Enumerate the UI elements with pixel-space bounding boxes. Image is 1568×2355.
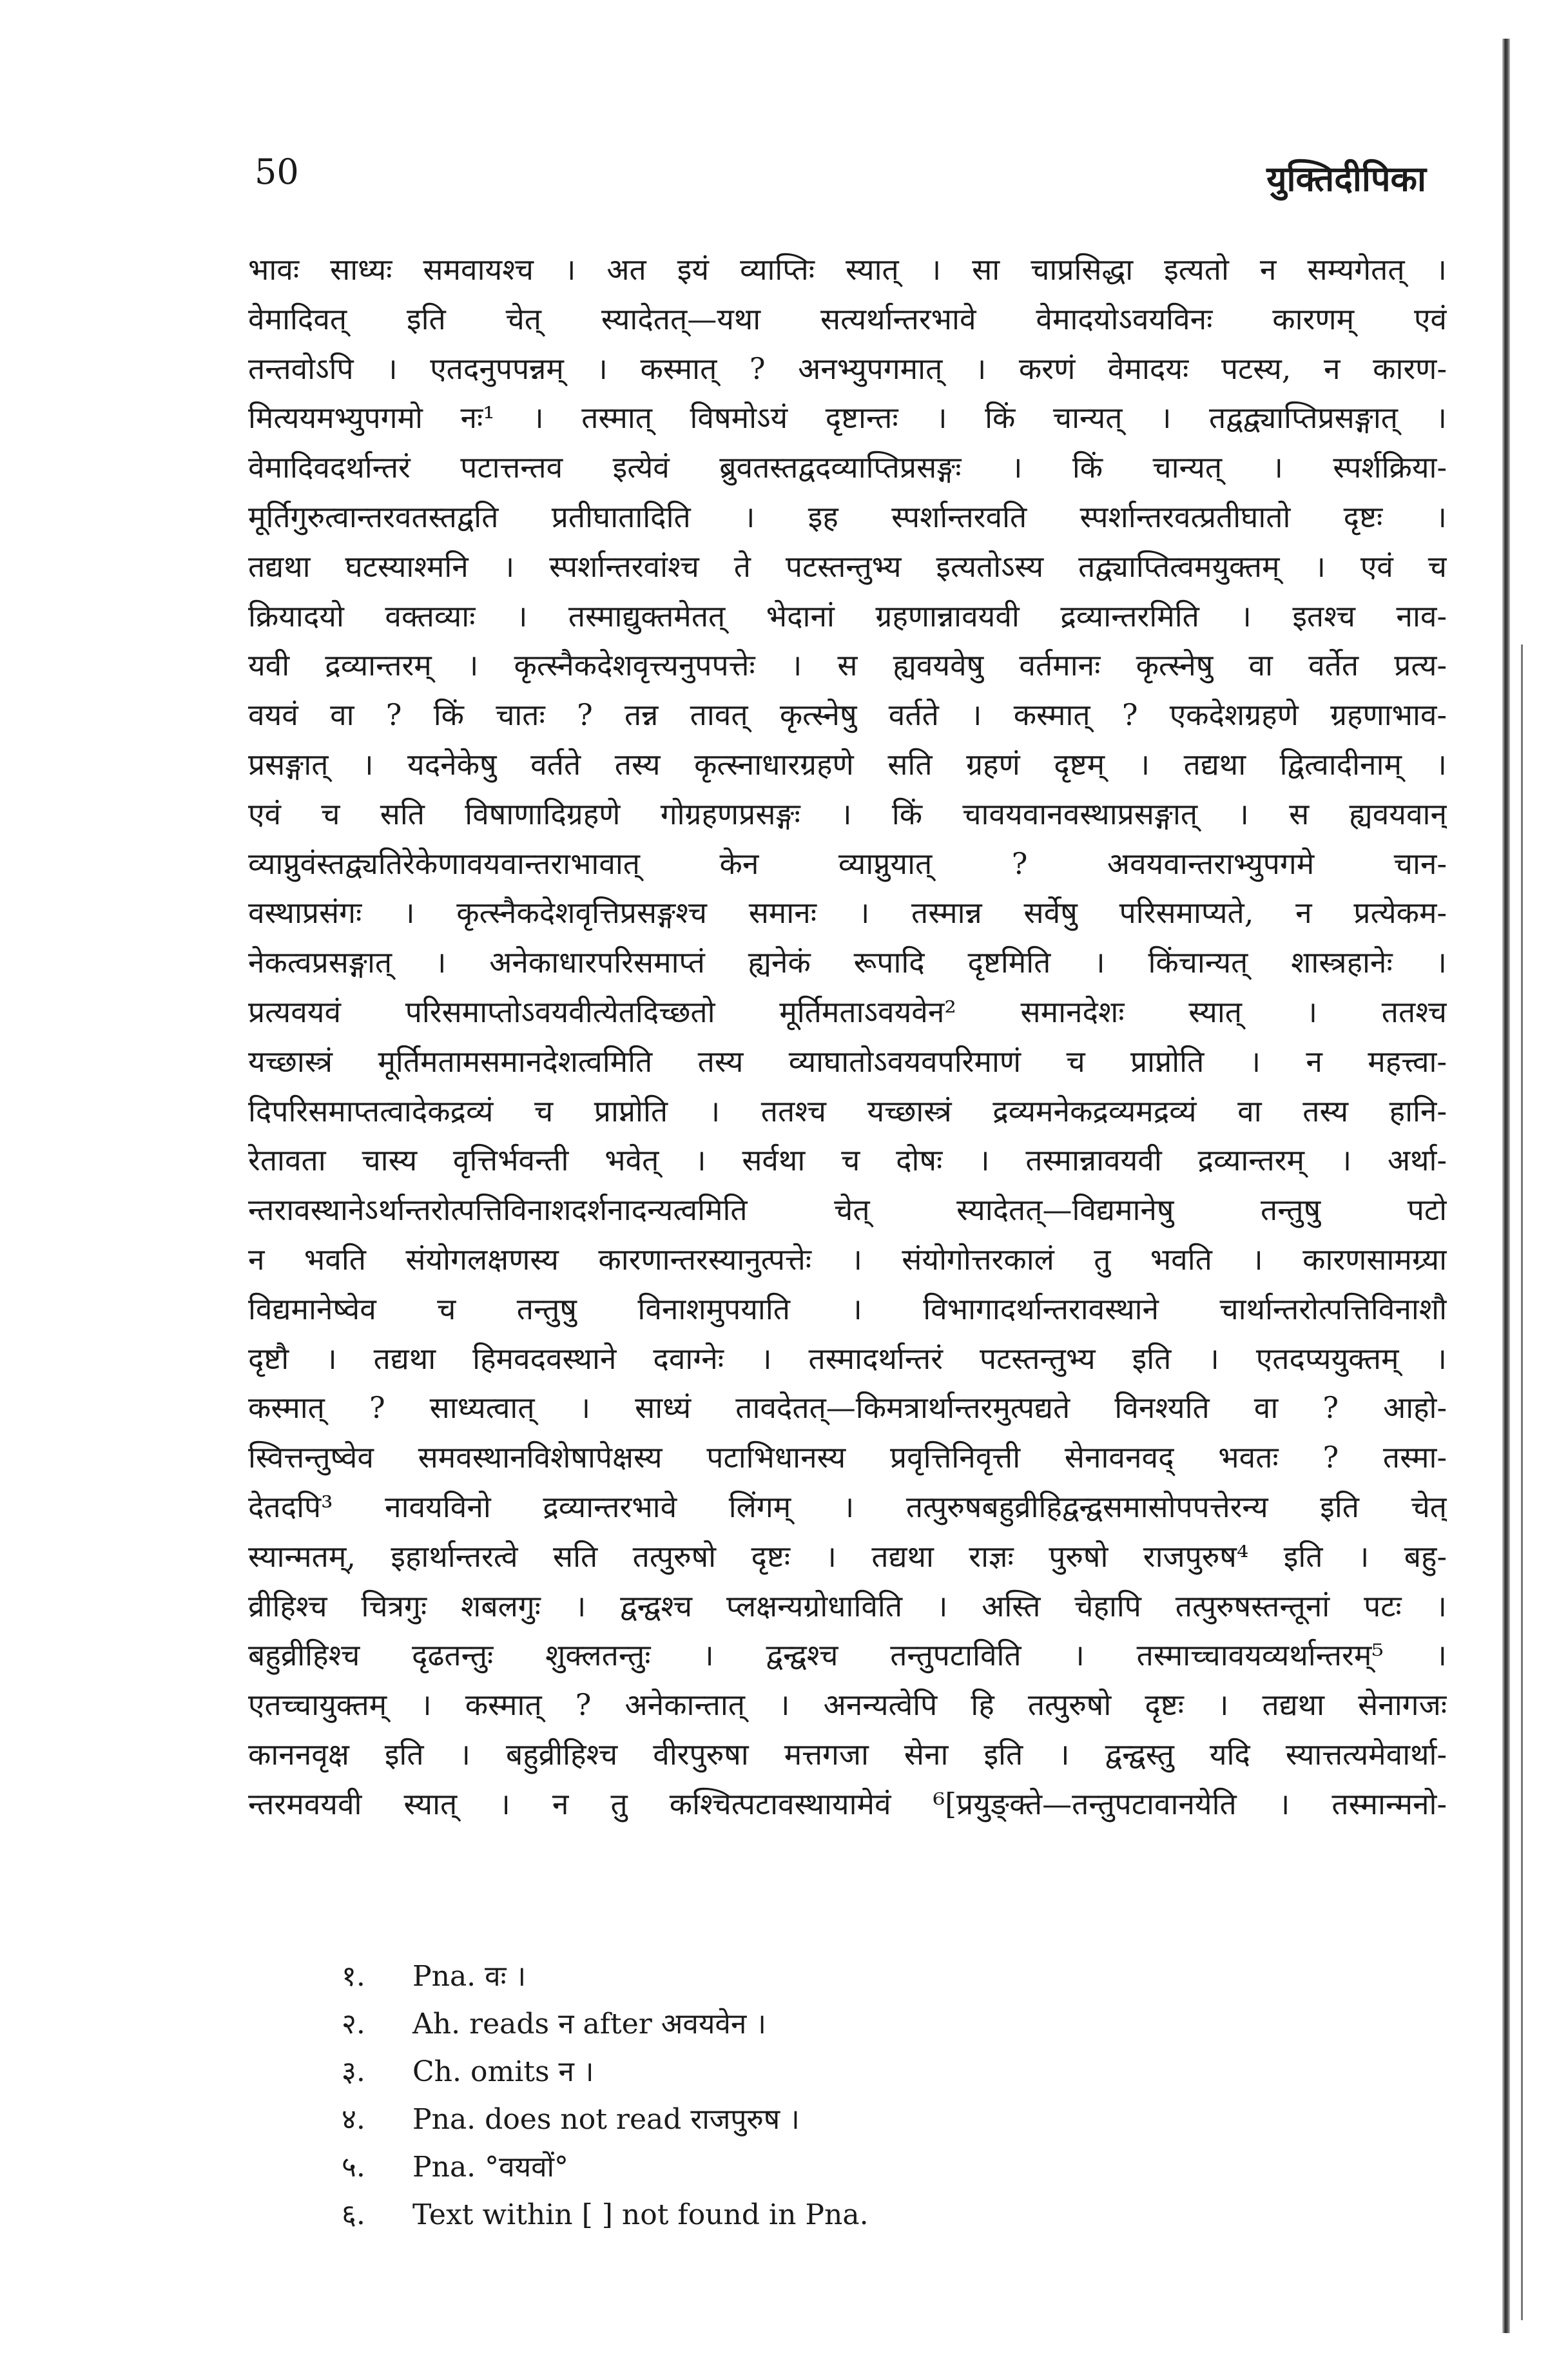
footnote [342,2096,1179,2144]
text-line: वयवं वा ? किं चातः ? तन्न तावत् कृत्स्नेषु वर्तते । कस्मात् ? एकदेशग्रहणे ग्रहणाभाव- [248,697,1447,733]
running-head: युक्तिदीपिका [1266,158,1426,199]
footnote-number: १. [342,1960,365,1993]
footnote-text: Pna. °वयवों° [412,2151,568,2184]
text-line: न भवति संयोगलक्षणस्य कारणान्तरस्यानुत्पत्तेः । संयोगोत्तरकालं तु भवति । कारणसामग्र्या [248,1241,1447,1277]
footnote [342,2001,1179,2048]
text-line: वेमादिवदर्थान्तरं पटात्तन्तव इत्येवं ब्रुवतस्तद्वदव्याप्तिप्रसङ्गः । किं चान्यत् । स्पर्शक्रिया- [248,450,1447,485]
text-line: कस्मात् ? साध्यत्वात् । साध्यं तावदेतत्—किमत्रार्थान्तरमुत्पद्यते विनश्यति वा ? आहो- [248,1390,1447,1426]
text-line: बहुव्रीहिश्च दृढतन्तुः शुक्लतन्तुः । द्वन्द्वश्च तन्तुपटाविति । तस्माच्चावयव्यर्थान्तरम्⁵ । [248,1638,1447,1673]
text-line: प्रत्यवयवं परिसमाप्तोऽवयवीत्येतदिच्छतो मूर्तिमताऽवयवेन² समानदेशः स्यात् । ततश्च [248,994,1447,1029]
text-line: स्यान्मतम्, इहार्थान्तरत्वे सति तत्पुरुषो दृष्टः । तद्यथा राज्ञः पुरुषो राजपुरुष⁴ इति । बहु- [248,1538,1447,1574]
text-line: दृष्टौ । तद्यथा हिमवदवस्थाने दवाग्नेः । तस्मादर्थान्तरं पटस्तन्तुभ्य इति । एतदप्ययुक्तम् । [248,1341,1447,1376]
footnote [342,1953,1179,2001]
footnote-number: २. [342,2008,365,2040]
footnote-text: Text within [ ] not found in Pna. [412,2198,869,2231]
text-line: व्रीहिश्च चित्रगुः शबलगुः । द्वन्द्वश्च प्लक्षन्यग्रोधाविति । अस्ति चेहापि तत्पुरुषस्तन्तूनां पटः । [248,1588,1447,1623]
text-line: व्याप्नुवंस्तद्व्यतिरेकेणावयवान्तराभावात् केन व्याप्नुयात् ? अवयवान्तराभ्युपगमे चान- [248,846,1447,881]
footnote [342,2191,1179,2239]
text-line: भावः साध्यः समवायश्च । अत इयं व्याप्तिः स्यात् । सा चाप्रसिद्धा इत्यतो न सम्यगेतत् । [248,252,1447,287]
text-line: काननवृक्ष इति । बहुव्रीहिश्च वीरपुरुषा मत्तगजा सेना इति । द्वन्द्वस्तु यदि स्यात्तत्यमेवार्था- [248,1736,1447,1772]
footnote [342,2144,1179,2191]
text-line: दिपरिसमाप्तत्वादेकद्रव्यं च प्राप्नोति । ततश्च यच्छास्त्रं द्रव्यमनेकद्रव्यमद्रव्यं वा तस्य हानि- [248,1093,1447,1129]
text-line: यवी द्रव्यान्तरम् । कृत्स्नैकदेशवृत्त्यनुपपत्तेः । स ह्यवयवेषु वर्तमानः कृत्स्नेषु वा वर्तेत प्रत्य- [248,648,1447,683]
text-line: स्वित्तन्तुष्वेव समवस्थानविशेषापेक्षस्य पटाभिधानस्य प्रवृत्तिनिवृत्ती सेनावनवद् भवतः ? तस्मा- [248,1440,1447,1475]
text-line: न्तरावस्थानेऽर्थान्तरोत्पत्तिविनाशदर्शनादन्यत्वमिति चेत् स्यादेतत्—विद्यमानेषु तन्तुषु पटो [248,1192,1447,1228]
text-line: मित्ययमभ्युपगमो नः¹ । तस्मात् विषमोऽयं दृष्टान्तः । किं चान्यत् । तद्वद्व्याप्तिप्रसङ्गात् । [248,400,1447,436]
text-line: वेमादिवत् इति चेत् स्यादेतत्—यथा सत्यर्थान्तरभावे वेमादयोऽवयविनः कारणम् एवं [248,301,1447,336]
binding-edge-shadow [1521,644,1523,2320]
text-line: नेकत्वप्रसङ्गात् । अनेकाधारपरिसमाप्तं ह्यनेकं रूपादि दृष्टमिति । किंचान्यत् शास्त्रहानेः । [248,945,1447,980]
footnote-number: ३. [342,2055,365,2088]
footnotes [342,1953,1179,2239]
text-line: विद्यमानेष्वेव च तन्तुषु विनाशमुपयाति । विभागादर्थान्तरावस्थाने चार्थान्तरोत्पत्तिविनाशौ [248,1291,1447,1326]
text-line: क्रियादयो वक्तव्याः । तस्माद्युक्तमेतत् भेदानां ग्रहणान्नावयवी द्रव्यान्तरमिति । इतश्च नाव- [248,598,1447,634]
footnote-text: Pna. does not read राजपुरुष । [412,2103,800,2136]
page-number: 50 [255,151,299,192]
footnote-number: ६. [342,2198,365,2231]
text-line: रेतावता चास्य वृत्तिर्भवन्ती भवेत् । सर्वथा च दोषः । तस्मान्नावयवी द्रव्यान्तरम् । अर्था- [248,1143,1447,1178]
footnote [342,2048,1179,2096]
footnote-text: Ch. omits न । [412,2055,594,2088]
text-line: न्तरमवयवी स्यात् । न तु कश्चित्पटावस्थायामेवं ⁶[प्रयुङ्क्ते—तन्तुपटावानयेति । तस्मान्मनो- [248,1786,1447,1821]
text-line: एतच्चायुक्तम् । कस्मात् ? अनेकान्तात् । अनन्यत्वेपि हि तत्पुरुषो दृष्टः । तद्यथा सेनागजः [248,1687,1447,1723]
text-line: तद्यथा घटस्याश्मनि । स्पर्शान्तरवांश्च ते पटस्तन्तुभ्य इत्यतोऽस्य तद्व्याप्तित्वमयुक्तम् । एवं च [248,548,1447,584]
text-line: तन्तवोऽपि । एतदनुपपन्नम् । कस्मात् ? अनभ्युपगमात् । करणं वेमादयः पटस्य, न कारण- [248,351,1447,386]
footnote-number: ५. [342,2151,365,2184]
footnote-number: ४. [342,2103,365,2136]
text-line: प्रसङ्गात् । यदनेकेषु वर्तते तस्य कृत्स्नाधारग्रहणे सति ग्रहणं दृष्टम् । तद्यथा द्वित्वादीनाम् । [248,746,1447,782]
body-text [248,245,1447,1829]
binding-edge [1502,39,1510,2333]
text-line: एवं च सति विषाणादिग्रहणे गोग्रहणप्रसङ्गः । किं चावयवानवस्थाप्रसङ्गात् । स ह्यवयवान् [248,796,1447,831]
text-line: मूर्तिगुरुत्वान्तरवतस्तद्वति प्रतीघातादिति । इह स्पर्शान्तरवति स्पर्शान्तरवत्प्रतीघातो दृष्टः । [248,499,1447,534]
text-line: वस्थाप्रसंगः । कृत्स्नैकदेशवृत्तिप्रसङ्गश्च समानः । तस्मान्न सर्वेषु परिसमाप्यते, न प्रत्येकम- [248,895,1447,931]
footnote-text: Pna. वः । [412,1960,527,1993]
text-line: देतदपि³ नावयविनो द्रव्यान्तरभावे लिंगम् । तत्पुरुषबहुव्रीहिद्वन्द्वसमासोपपत्तेरन्य इति चेत् [248,1489,1447,1524]
footnote-text: Ah. reads न after अवयवेन । [412,2008,766,2040]
text-line: यच्छास्त्रं मूर्तिमतामसमानदेशत्वमिति तस्य व्याघातोऽवयवपरिमाणं च प्राप्नोति । न महत्त्वा- [248,1043,1447,1079]
